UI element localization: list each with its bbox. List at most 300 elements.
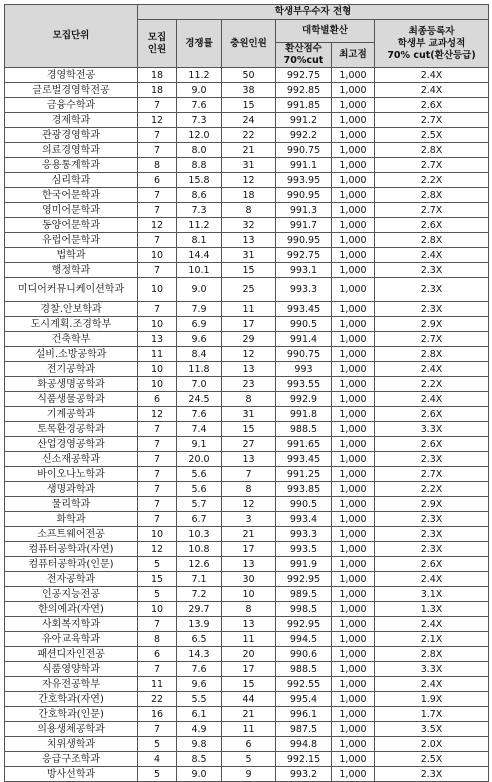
- admission-results-table: [4, 4, 489, 782]
- cell-waitlist: 15: [222, 263, 276, 278]
- table-row: [5, 572, 489, 587]
- table-row: [5, 767, 489, 782]
- cell-converted-score: 992.85: [276, 83, 332, 98]
- cell-max-score: 1,000: [332, 647, 375, 662]
- cell-waitlist: 8: [222, 392, 276, 407]
- cell-unit: 사회복지학과: [5, 617, 138, 632]
- cell-quota: 7: [138, 233, 177, 248]
- cell-unit: 심리학과: [5, 173, 138, 188]
- col-header-final: [375, 20, 489, 68]
- cell-waitlist: 30: [222, 572, 276, 587]
- cell-waitlist: 24: [222, 113, 276, 128]
- cell-competition: 15.8: [177, 173, 222, 188]
- col-header-final-line3: 70% cut(환산등급): [387, 49, 476, 61]
- cell-final-grade: 2.4X: [375, 392, 489, 407]
- cell-max-score: 1,000: [332, 707, 375, 722]
- cell-quota: 7: [138, 203, 177, 218]
- cell-final-grade: 2.2X: [375, 173, 489, 188]
- cell-max-score: 1,000: [332, 143, 375, 158]
- cell-quota: 10: [138, 362, 177, 377]
- cell-final-grade: 2.6X: [375, 98, 489, 113]
- cell-final-grade: 2.4X: [375, 362, 489, 377]
- cell-competition: 5.7: [177, 497, 222, 512]
- cell-max-score: 1,000: [332, 677, 375, 692]
- cell-converted-score: 990.6: [276, 647, 332, 662]
- cell-max-score: 1,000: [332, 68, 375, 83]
- table-row: [5, 263, 489, 278]
- cell-final-grade: 1.3X: [375, 602, 489, 617]
- cell-waitlist: 32: [222, 218, 276, 233]
- cell-converted-score: 992.55: [276, 677, 332, 692]
- col-header-quota-line2: 인원: [147, 43, 167, 55]
- cell-max-score: 1,000: [332, 452, 375, 467]
- cell-competition: 7.6: [177, 662, 222, 677]
- cell-final-grade: 2.6X: [375, 437, 489, 452]
- cell-quota: 22: [138, 692, 177, 707]
- cell-max-score: 1,000: [332, 278, 375, 302]
- cell-waitlist: 31: [222, 407, 276, 422]
- cell-max-score: 1,000: [332, 302, 375, 317]
- table-row: [5, 407, 489, 422]
- cell-converted-score: 992.95: [276, 617, 332, 632]
- cell-competition: 9.8: [177, 737, 222, 752]
- cell-competition: 7.9: [177, 302, 222, 317]
- cell-quota: 6: [138, 647, 177, 662]
- cell-unit: 컴퓨터공학과(인문): [5, 557, 138, 572]
- cell-max-score: 1,000: [332, 392, 375, 407]
- cell-waitlist: 15: [222, 677, 276, 692]
- cell-waitlist: 31: [222, 248, 276, 263]
- cell-unit: 동양어문학과: [5, 218, 138, 233]
- cell-converted-score: 993.85: [276, 482, 332, 497]
- cell-max-score: 1,000: [332, 128, 375, 143]
- cell-final-grade: 2.6X: [375, 557, 489, 572]
- col-header-quota-line1: 모집: [147, 31, 167, 43]
- cell-unit: 한국어문학과: [5, 188, 138, 203]
- cell-quota: 5: [138, 587, 177, 602]
- cell-max-score: 1,000: [332, 572, 375, 587]
- cell-waitlist: 27: [222, 437, 276, 452]
- cell-quota: 4: [138, 752, 177, 767]
- cell-waitlist: 15: [222, 422, 276, 437]
- cell-competition: 29.7: [177, 602, 222, 617]
- cell-competition: 8.8: [177, 158, 222, 173]
- cell-waitlist: 11: [222, 722, 276, 737]
- table-row: [5, 332, 489, 347]
- cell-waitlist: 23: [222, 377, 276, 392]
- cell-competition: 5.6: [177, 467, 222, 482]
- cell-quota: 6: [138, 392, 177, 407]
- cell-converted-score: 994.5: [276, 632, 332, 647]
- cell-competition: 9.6: [177, 677, 222, 692]
- table-row: [5, 737, 489, 752]
- table-row: [5, 248, 489, 263]
- col-header-converted-line1: 환산점수: [285, 43, 322, 54]
- cell-waitlist: 13: [222, 617, 276, 632]
- cell-quota: 16: [138, 707, 177, 722]
- table-row: [5, 113, 489, 128]
- table-row: [5, 362, 489, 377]
- cell-competition: 7.6: [177, 407, 222, 422]
- header-group-title: 학생부우수자 전형: [138, 5, 489, 20]
- cell-final-grade: 2.7X: [375, 332, 489, 347]
- cell-final-grade: 2.7X: [375, 113, 489, 128]
- cell-max-score: 1,000: [332, 362, 375, 377]
- cell-converted-score: 991.4: [276, 332, 332, 347]
- cell-competition: 14.3: [177, 647, 222, 662]
- cell-unit: 유아교육학과: [5, 632, 138, 647]
- cell-converted-score: 990.95: [276, 233, 332, 248]
- cell-max-score: 1,000: [332, 332, 375, 347]
- cell-quota: 7: [138, 617, 177, 632]
- cell-competition: 6.5: [177, 632, 222, 647]
- table-header: [5, 5, 489, 68]
- cell-final-grade: 2.5X: [375, 128, 489, 143]
- cell-max-score: 1,000: [332, 557, 375, 572]
- cell-competition: 7.4: [177, 422, 222, 437]
- cell-converted-score: 994.8: [276, 737, 332, 752]
- cell-converted-score: 991.85: [276, 98, 332, 113]
- cell-final-grade: 2.8X: [375, 143, 489, 158]
- cell-unit: 물리학과: [5, 497, 138, 512]
- cell-converted-score: 990.75: [276, 143, 332, 158]
- table-row: [5, 722, 489, 737]
- cell-waitlist: 7: [222, 467, 276, 482]
- cell-final-grade: 2.6X: [375, 407, 489, 422]
- cell-quota: 12: [138, 218, 177, 233]
- table-row: [5, 752, 489, 767]
- cell-unit: 응용통계학과: [5, 158, 138, 173]
- cell-quota: 7: [138, 452, 177, 467]
- cell-quota: 7: [138, 98, 177, 113]
- cell-max-score: 1,000: [332, 233, 375, 248]
- cell-competition: 9.6: [177, 332, 222, 347]
- cell-max-score: 1,000: [332, 83, 375, 98]
- cell-unit: 글로벌경영학전공: [5, 83, 138, 98]
- table-row: [5, 692, 489, 707]
- cell-converted-score: 991.8: [276, 407, 332, 422]
- table-row: [5, 143, 489, 158]
- cell-final-grade: 2.3X: [375, 542, 489, 557]
- cell-unit: 경제학과: [5, 113, 138, 128]
- cell-converted-score: 993.55: [276, 377, 332, 392]
- cell-quota: 10: [138, 248, 177, 263]
- cell-converted-score: 991.2: [276, 113, 332, 128]
- table-row: [5, 68, 489, 83]
- cell-final-grade: 2.3X: [375, 767, 489, 782]
- cell-quota: 13: [138, 332, 177, 347]
- cell-quota: 11: [138, 677, 177, 692]
- cell-unit: 화공생명공학과: [5, 377, 138, 392]
- cell-converted-score: 995.4: [276, 692, 332, 707]
- cell-converted-score: 992.9: [276, 392, 332, 407]
- table-row: [5, 497, 489, 512]
- cell-quota: 10: [138, 377, 177, 392]
- cell-unit: 치위생학과: [5, 737, 138, 752]
- cell-quota: 7: [138, 422, 177, 437]
- cell-unit: 바이오나노학과: [5, 467, 138, 482]
- cell-final-grade: 2.3X: [375, 452, 489, 467]
- table-row: [5, 662, 489, 677]
- cell-unit: 경찰.안보학과: [5, 302, 138, 317]
- cell-competition: 8.0: [177, 143, 222, 158]
- cell-competition: 5.6: [177, 482, 222, 497]
- cell-converted-score: 990.5: [276, 317, 332, 332]
- cell-max-score: 1,000: [332, 512, 375, 527]
- table-body: [5, 68, 489, 782]
- table-row: [5, 218, 489, 233]
- cell-max-score: 1,000: [332, 467, 375, 482]
- table-row: [5, 482, 489, 497]
- cell-competition: 8.1: [177, 233, 222, 248]
- cell-unit: 기계공학과: [5, 407, 138, 422]
- cell-max-score: 1,000: [332, 722, 375, 737]
- cell-converted-score: 993.5: [276, 542, 332, 557]
- cell-converted-score: 992.95: [276, 572, 332, 587]
- cell-unit: 토목환경공학과: [5, 422, 138, 437]
- cell-max-score: 1,000: [332, 248, 375, 263]
- cell-max-score: 1,000: [332, 173, 375, 188]
- cell-unit: 응급구조학과: [5, 752, 138, 767]
- col-header-converted-score: [276, 43, 332, 68]
- cell-final-grade: 2.7X: [375, 203, 489, 218]
- cell-quota: 5: [138, 767, 177, 782]
- cell-unit: 간호학과(자연): [5, 692, 138, 707]
- cell-competition: 7.2: [177, 587, 222, 602]
- cell-waitlist: 20: [222, 647, 276, 662]
- cell-max-score: 1,000: [332, 407, 375, 422]
- cell-unit: 미디어커뮤니케이션학과: [5, 278, 138, 302]
- cell-competition: 11.8: [177, 362, 222, 377]
- cell-converted-score: 996.1: [276, 707, 332, 722]
- cell-quota: 8: [138, 632, 177, 647]
- cell-competition: 10.3: [177, 527, 222, 542]
- table-row: [5, 302, 489, 317]
- table-row: [5, 452, 489, 467]
- cell-competition: 11.2: [177, 68, 222, 83]
- cell-final-grade: 3.1X: [375, 587, 489, 602]
- cell-final-grade: 2.9X: [375, 497, 489, 512]
- cell-final-grade: 3.5X: [375, 722, 489, 737]
- table-row: [5, 527, 489, 542]
- col-header-competition: 경쟁률: [177, 20, 222, 68]
- cell-waitlist: 10: [222, 587, 276, 602]
- cell-quota: 5: [138, 737, 177, 752]
- table-row: [5, 377, 489, 392]
- cell-max-score: 1,000: [332, 422, 375, 437]
- cell-quota: 7: [138, 437, 177, 452]
- cell-competition: 24.5: [177, 392, 222, 407]
- col-header-quota: [138, 20, 177, 68]
- cell-waitlist: 50: [222, 68, 276, 83]
- cell-competition: 8.4: [177, 347, 222, 362]
- cell-competition: 10.1: [177, 263, 222, 278]
- cell-waitlist: 8: [222, 602, 276, 617]
- cell-max-score: 1,000: [332, 98, 375, 113]
- cell-max-score: 1,000: [332, 587, 375, 602]
- cell-final-grade: 2.3X: [375, 302, 489, 317]
- cell-max-score: 1,000: [332, 542, 375, 557]
- cell-unit: 도시계획.조경학부: [5, 317, 138, 332]
- table-row: [5, 677, 489, 692]
- cell-converted-score: 993.1: [276, 263, 332, 278]
- cell-converted-score: 990.5: [276, 497, 332, 512]
- cell-quota: 7: [138, 302, 177, 317]
- table-row: [5, 512, 489, 527]
- cell-final-grade: 2.3X: [375, 527, 489, 542]
- table-row: [5, 557, 489, 572]
- cell-max-score: 1,000: [332, 482, 375, 497]
- cell-competition: 7.6: [177, 98, 222, 113]
- cell-quota: 6: [138, 173, 177, 188]
- cell-unit: 식품생물공학과: [5, 392, 138, 407]
- cell-max-score: 1,000: [332, 317, 375, 332]
- cell-converted-score: 993: [276, 362, 332, 377]
- cell-quota: 7: [138, 482, 177, 497]
- cell-final-grade: 3.3X: [375, 422, 489, 437]
- table-row: [5, 632, 489, 647]
- cell-waitlist: 29: [222, 332, 276, 347]
- table-row: [5, 188, 489, 203]
- cell-final-grade: 2.8X: [375, 233, 489, 248]
- cell-final-grade: 2.7X: [375, 158, 489, 173]
- cell-waitlist: 25: [222, 278, 276, 302]
- cell-quota: 12: [138, 407, 177, 422]
- cell-converted-score: 993.2: [276, 767, 332, 782]
- cell-converted-score: 993.3: [276, 278, 332, 302]
- cell-unit: 방사선학과: [5, 767, 138, 782]
- cell-quota: 8: [138, 158, 177, 173]
- cell-max-score: 1,000: [332, 203, 375, 218]
- table-row: [5, 437, 489, 452]
- cell-unit: 패션디자인전공: [5, 647, 138, 662]
- table-row: [5, 422, 489, 437]
- cell-quota: 7: [138, 722, 177, 737]
- cell-competition: 4.9: [177, 722, 222, 737]
- cell-unit: 생명과학과: [5, 482, 138, 497]
- cell-waitlist: 9: [222, 767, 276, 782]
- cell-quota: 12: [138, 113, 177, 128]
- cell-max-score: 1,000: [332, 737, 375, 752]
- cell-final-grade: 3.3X: [375, 662, 489, 677]
- table-row: [5, 707, 489, 722]
- cell-max-score: 1,000: [332, 497, 375, 512]
- cell-final-grade: 2.4X: [375, 248, 489, 263]
- cell-unit: 의료경영학과: [5, 143, 138, 158]
- cell-quota: 10: [138, 527, 177, 542]
- cell-quota: 7: [138, 263, 177, 278]
- cell-waitlist: 44: [222, 692, 276, 707]
- cell-competition: 14.4: [177, 248, 222, 263]
- cell-waitlist: 8: [222, 203, 276, 218]
- cell-converted-score: 991.7: [276, 218, 332, 233]
- cell-quota: 11: [138, 347, 177, 362]
- cell-unit: 자유전공학부: [5, 677, 138, 692]
- cell-quota: 12: [138, 542, 177, 557]
- cell-waitlist: 18: [222, 188, 276, 203]
- cell-unit: 컴퓨터공학과(자연): [5, 542, 138, 557]
- table-row: [5, 542, 489, 557]
- cell-unit: 인공지능전공: [5, 587, 138, 602]
- cell-competition: 8.5: [177, 752, 222, 767]
- cell-converted-score: 990.95: [276, 188, 332, 203]
- cell-unit: 한의예과(자연): [5, 602, 138, 617]
- cell-final-grade: 2.2X: [375, 482, 489, 497]
- cell-competition: 9.0: [177, 278, 222, 302]
- cell-max-score: 1,000: [332, 617, 375, 632]
- cell-max-score: 1,000: [332, 692, 375, 707]
- cell-final-grade: 2.9X: [375, 317, 489, 332]
- cell-final-grade: 2.4X: [375, 617, 489, 632]
- cell-quota: 10: [138, 602, 177, 617]
- cell-unit: 의용생체공학과: [5, 722, 138, 737]
- col-header-final-line1: 최종등록자: [408, 25, 455, 37]
- cell-converted-score: 993.95: [276, 173, 332, 188]
- cell-converted-score: 993.3: [276, 527, 332, 542]
- cell-converted-score: 990.75: [276, 347, 332, 362]
- cell-competition: 6.7: [177, 512, 222, 527]
- cell-quota: 7: [138, 188, 177, 203]
- cell-max-score: 1,000: [332, 158, 375, 173]
- table-row: [5, 317, 489, 332]
- cell-final-grade: 2.0X: [375, 737, 489, 752]
- cell-final-grade: 2.4X: [375, 83, 489, 98]
- cell-final-grade: 2.3X: [375, 278, 489, 302]
- cell-unit: 건축학부: [5, 332, 138, 347]
- cell-quota: 7: [138, 128, 177, 143]
- cell-waitlist: 38: [222, 83, 276, 98]
- cell-converted-score: 989.5: [276, 587, 332, 602]
- cell-waitlist: 3: [222, 512, 276, 527]
- table-row: [5, 158, 489, 173]
- table-row: [5, 647, 489, 662]
- cell-unit: 식품영양학과: [5, 662, 138, 677]
- cell-waitlist: 6: [222, 737, 276, 752]
- cell-waitlist: 21: [222, 707, 276, 722]
- cell-competition: 10.8: [177, 542, 222, 557]
- table-row: [5, 392, 489, 407]
- cell-converted-score: 988.5: [276, 422, 332, 437]
- cell-waitlist: 12: [222, 173, 276, 188]
- table-row: [5, 98, 489, 113]
- table-row: [5, 467, 489, 482]
- cell-waitlist: 11: [222, 302, 276, 317]
- cell-converted-score: 991.65: [276, 437, 332, 452]
- table-row: [5, 233, 489, 248]
- cell-unit: 화학과: [5, 512, 138, 527]
- cell-quota: 15: [138, 572, 177, 587]
- cell-max-score: 1,000: [332, 752, 375, 767]
- cell-waitlist: 22: [222, 128, 276, 143]
- cell-max-score: 1,000: [332, 218, 375, 233]
- cell-competition: 7.1: [177, 572, 222, 587]
- cell-unit: 산업경영공학과: [5, 437, 138, 452]
- cell-competition: 8.6: [177, 188, 222, 203]
- cell-unit: 신소재공학과: [5, 452, 138, 467]
- cell-quota: 7: [138, 512, 177, 527]
- cell-waitlist: 31: [222, 158, 276, 173]
- cell-converted-score: 991.3: [276, 203, 332, 218]
- cell-final-grade: 2.6X: [375, 218, 489, 233]
- cell-quota: 7: [138, 497, 177, 512]
- cell-unit: 행정학과: [5, 263, 138, 278]
- cell-final-grade: 2.5X: [375, 752, 489, 767]
- cell-final-grade: 1.7X: [375, 707, 489, 722]
- cell-unit: 간호학과(인문): [5, 707, 138, 722]
- cell-waitlist: 11: [222, 632, 276, 647]
- cell-converted-score: 987.5: [276, 722, 332, 737]
- cell-unit: 유럽어문학과: [5, 233, 138, 248]
